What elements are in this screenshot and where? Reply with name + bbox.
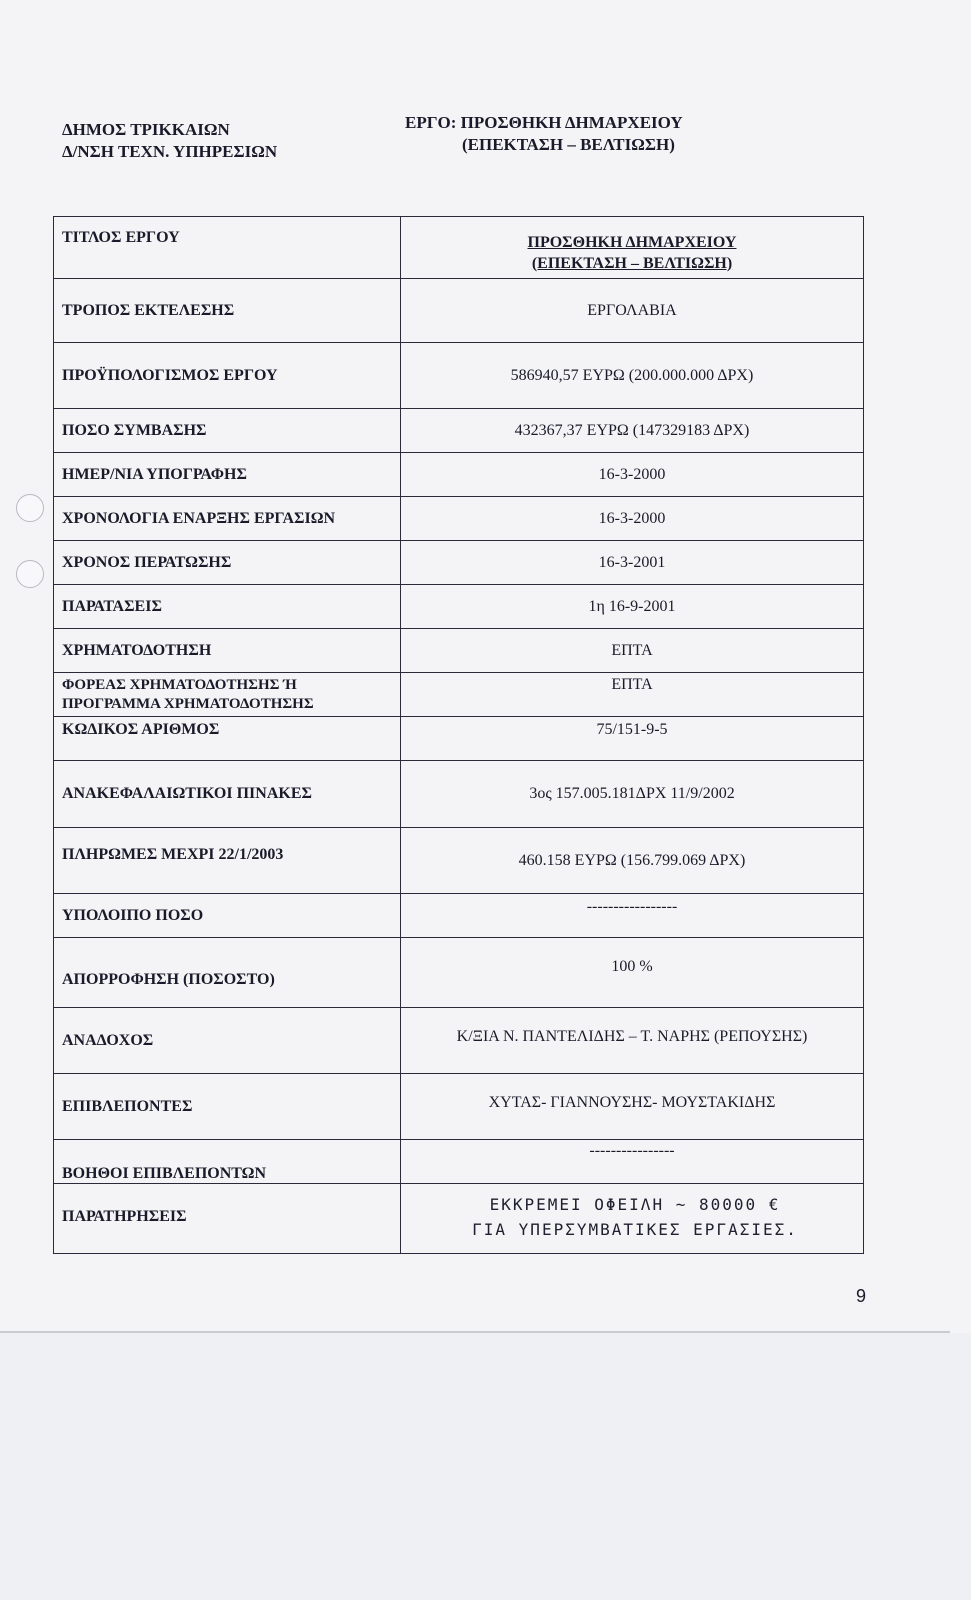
table-row xyxy=(54,717,864,761)
table-row xyxy=(54,1184,864,1254)
row-value: 16-3-2000 xyxy=(401,453,864,497)
punch-hole xyxy=(16,560,44,588)
row-label: ΑΠΟΡΡΟΦΗΣΗ (ΠΟΣΟΣΤΟ) xyxy=(54,938,401,1008)
table-row xyxy=(54,453,864,497)
table-row xyxy=(54,279,864,343)
row-label: ΚΩΔΙΚΟΣ ΑΡΙΘΜΟΣ xyxy=(54,717,401,761)
row-label: ΒΟΗΘΟΙ ΕΠΙΒΛΕΠΟΝΤΩΝ xyxy=(54,1140,401,1184)
row-value: 586940,57 ΕΥΡΩ (200.000.000 ΔΡΧ) xyxy=(401,343,864,409)
row-label: ΠΛΗΡΩΜΕΣ ΜΕΧΡΙ 22/1/2003 xyxy=(54,828,401,894)
row-value xyxy=(401,217,864,279)
row-label: ΦΟΡΕΑΣ ΧΡΗΜΑΤΟΔΟΤΗΣΗΣ Ή ΠΡΟΓΡΑΜΜΑ ΧΡΗΜΑΤΟΔΟΤΗΣΗΣ xyxy=(54,673,401,717)
row-value: 432367,37 ΕΥΡΩ (147329183 ΔΡΧ) xyxy=(401,409,864,453)
project-heading xyxy=(405,112,683,156)
row-label: ΠΡΟΫΠΟΛΟΓΙΣΜΟΣ ΕΡΓΟΥ xyxy=(54,343,401,409)
table-row xyxy=(54,1008,864,1074)
row-value: 16-3-2000 xyxy=(401,497,864,541)
table-row xyxy=(54,343,864,409)
row-label: ΤΡΟΠΟΣ ΕΚΤΕΛΕΣΗΣ xyxy=(54,279,401,343)
row-value: ΕΡΓΟΛΑΒΙΑ xyxy=(401,279,864,343)
table-row xyxy=(54,894,864,938)
table-row xyxy=(54,541,864,585)
table-row xyxy=(54,217,864,279)
row-value: 460.158 ΕΥΡΩ (156.799.069 ΔΡΧ) xyxy=(401,828,864,894)
row-label: ΧΡΟΝΟΛΟΓΙΑ ΕΝΑΡΞΗΣ ΕΡΓΑΣΙΩΝ xyxy=(54,497,401,541)
issuer-line: ΔΗΜΟΣ ΤΡΙΚΚΑΙΩΝ xyxy=(62,120,230,139)
row-value-line: (ΕΠΕΚΤΑΣΗ – ΒΕΛΤΙΩΣΗ) xyxy=(531,254,733,272)
remarks-line: ΕΚΚΡΕΜΕΙ ΟΦΕΙΛΗ ~ 80000 € xyxy=(489,1195,781,1214)
project-heading-line: (ΕΠΕΚΤΑΣΗ – ΒΕΛΤΙΩΣΗ) xyxy=(462,135,675,154)
row-label: ΧΡΗΜΑΤΟΔΟΤΗΣΗ xyxy=(54,629,401,673)
row-label: ΑΝΑΚΕΦΑΛΑΙΩΤΙΚΟΙ ΠΙΝΑΚΕΣ xyxy=(54,761,401,828)
row-label: ΠΟΣΟ ΣΥΜΒΑΣΗΣ xyxy=(54,409,401,453)
row-value: Κ/ΞΙΑ Ν. ΠΑΝΤΕΛΙΔΗΣ – Τ. ΝΑΡΗΣ (ΡΕΠΟΥΣΗΣ) xyxy=(401,1008,864,1074)
issuer-block xyxy=(62,119,277,163)
row-value: 1η 16-9-2001 xyxy=(401,585,864,629)
table-row xyxy=(54,1140,864,1184)
row-value: 16-3-2001 xyxy=(401,541,864,585)
row-label: ΤΙΤΛΟΣ ΕΡΓΟΥ xyxy=(54,217,401,279)
table-row xyxy=(54,938,864,1008)
row-value: 75/151-9-5 xyxy=(401,717,864,761)
table-row xyxy=(54,629,864,673)
remarks-line: ΓΙΑ ΥΠΕΡΣΥΜΒΑΤΙΚΕΣ ΕΡΓΑΣΙΕΣ. xyxy=(472,1220,798,1239)
project-heading-line: ΕΡΓΟ: ΠΡΟΣΘΗΚΗ ΔΗΜΑΡΧΕΙΟΥ xyxy=(405,113,683,132)
table-row xyxy=(54,1074,864,1140)
table-row xyxy=(54,828,864,894)
row-value-line: ΠΡΟΣΘΗΚΗ ΔΗΜΑΡΧΕΙΟΥ xyxy=(527,233,737,251)
table-row xyxy=(54,673,864,717)
table-row xyxy=(54,497,864,541)
issuer-line: Δ/ΝΣΗ ΤΕΧΝ. ΥΠΗΡΕΣΙΩΝ xyxy=(62,142,278,161)
row-label: ΠΑΡΑΤΑΣΕΙΣ xyxy=(54,585,401,629)
row-label: ΕΠΙΒΛΕΠΟΝΤΕΣ xyxy=(54,1074,401,1140)
row-value: ----------------- xyxy=(401,894,864,938)
row-label: ΥΠΟΛΟΙΠΟ ΠΟΣΟ xyxy=(54,894,401,938)
scan-lower-area xyxy=(0,1333,971,1600)
table-row xyxy=(54,409,864,453)
row-value: ΧΥΤΑΣ- ΓΙΑΝΝΟΥΣΗΣ- ΜΟΥΣΤΑΚΙΔΗΣ xyxy=(401,1074,864,1140)
row-label: ΧΡΟΝΟΣ ΠΕΡΑΤΩΣΗΣ xyxy=(54,541,401,585)
row-label: ΠΑΡΑΤΗΡΗΣΕΙΣ xyxy=(54,1184,401,1254)
page-number: 9 xyxy=(856,1286,867,1306)
table-row xyxy=(54,585,864,629)
row-value: ΕΠΤΑ xyxy=(401,673,864,717)
punch-hole xyxy=(16,494,44,522)
row-value: 3ος 157.005.181ΔΡΧ 11/9/2002 xyxy=(401,761,864,828)
project-info-table xyxy=(53,216,864,1254)
row-label: ΗΜΕΡ/ΝΙΑ ΥΠΟΓΡΑΦΗΣ xyxy=(54,453,401,497)
page-edge-line xyxy=(0,1331,950,1333)
row-value: 100 % xyxy=(401,938,864,1008)
table-row xyxy=(54,761,864,828)
row-value: ΕΠΤΑ xyxy=(401,629,864,673)
handwritten-remarks xyxy=(401,1184,864,1254)
row-label: ΑΝΑΔΟΧΟΣ xyxy=(54,1008,401,1074)
row-value: ---------------- xyxy=(401,1140,864,1184)
